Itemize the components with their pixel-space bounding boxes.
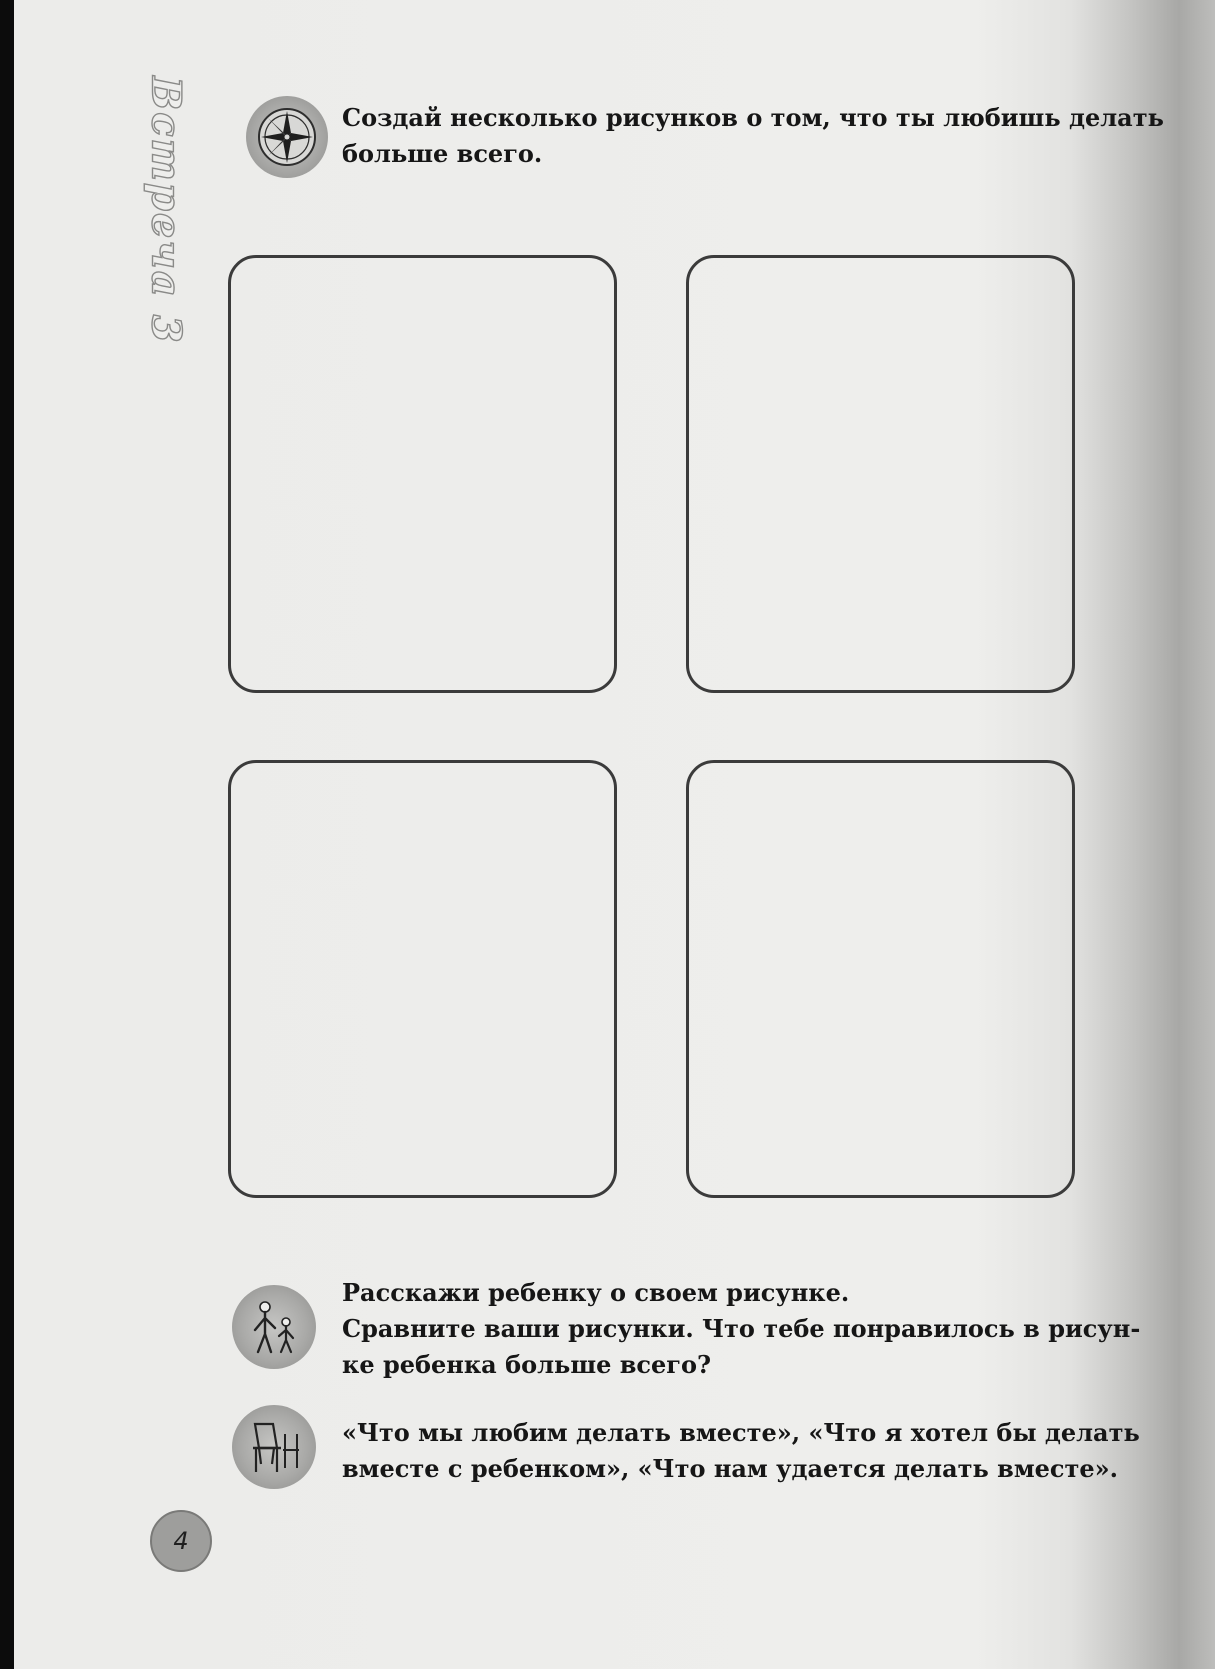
page-binding-shadow	[0, 0, 14, 1669]
topics-line: «Что мы любим делать вместе», «Что я хотел бы делать	[342, 1418, 1140, 1447]
section-label-text: Встреча 3	[142, 75, 190, 345]
chairs-icon	[232, 1405, 316, 1489]
parent-task-text	[342, 1275, 1140, 1383]
task-line: Создай несколько рисунков о том, что ты любишь делать	[342, 103, 1164, 132]
drawing-frame-4[interactable]	[686, 760, 1075, 1198]
topics-line: вместе с ребенком», «Что нам удается делать вместе».	[342, 1454, 1119, 1483]
parent-task-line: ке ребенка больше всего?	[342, 1350, 712, 1379]
parent-task-line: Сравните ваши рисунки. Что тебе понравилось в рисун-	[342, 1314, 1141, 1343]
task-line: больше всего.	[342, 139, 543, 168]
drawing-frame-2[interactable]	[686, 255, 1075, 693]
workbook-page	[14, 0, 1215, 1669]
compass-rose-icon	[246, 96, 328, 178]
parent-child-icon	[232, 1285, 316, 1369]
section-label	[136, 75, 196, 345]
page-number: 4	[150, 1510, 212, 1572]
task-instruction	[342, 100, 1164, 172]
parent-task-line: Расскажи ребенку о своем рисунке.	[342, 1278, 850, 1307]
drawing-frame-3[interactable]	[228, 760, 617, 1198]
topics-text	[342, 1415, 1140, 1487]
drawing-frame-1[interactable]	[228, 255, 617, 693]
